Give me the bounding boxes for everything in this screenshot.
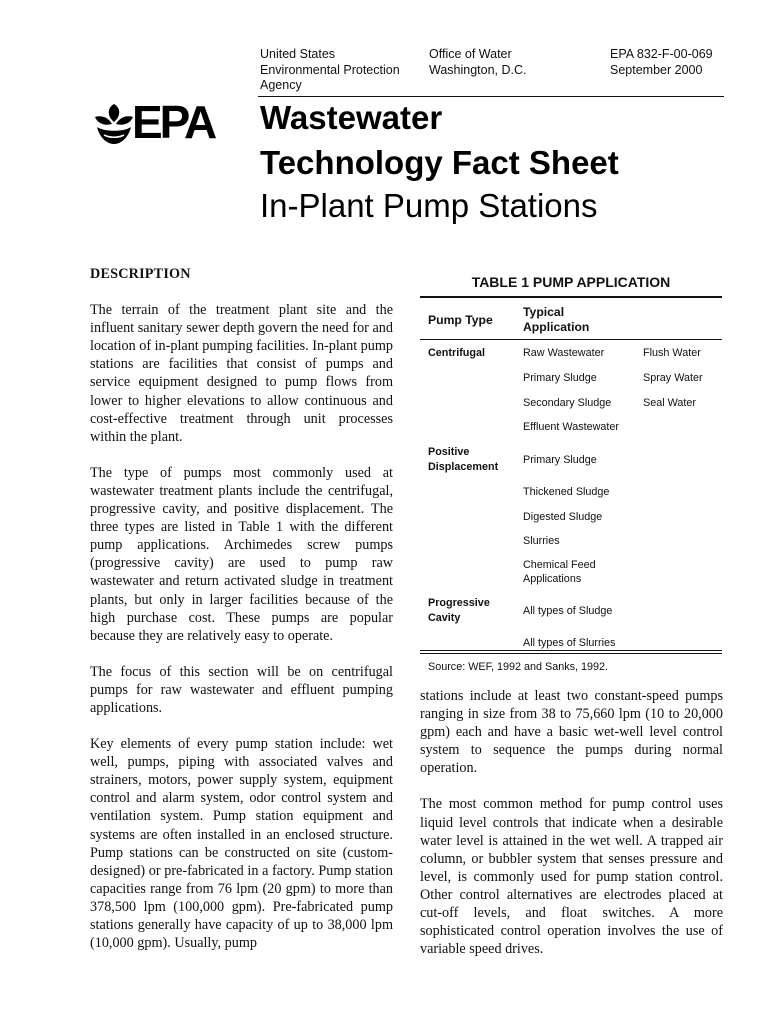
description-section (90, 265, 393, 970)
table-cell-app: Primary Sludge (523, 372, 597, 384)
table-cell-app: Chemical Feed (523, 559, 596, 571)
title-line-1: Wastewater (260, 99, 443, 136)
table-rule (420, 296, 722, 298)
table-cell-app: Spray Water (643, 372, 703, 384)
right-column-text (420, 687, 723, 976)
paragraph: Key elements of every pump station include: wet well, pumps, piping with associated valves and strainers, motors, power supply system, equipment control and alarm system, odor control system and ventilation system. Pump station equipment and systems are often installed in an enclosed structure. Pump stations can be constructed on site (custom-designed) or pre-fabricated in a factory. Pump station capacities range from 76 lpm (20 gpm) to more than 378,500 lpm (100,000 gpm). Pre-fabricated pump stations generally have capacity of up to 38,000 lpm (10,000 gpm). Usually, pump (90, 736, 393, 952)
table-header-application: Application (523, 320, 590, 334)
table-cell-app: Applications (523, 573, 582, 585)
header-office (429, 47, 527, 78)
table-cell-app: Secondary Sludge (523, 397, 612, 409)
header-office-line: Office of Water (429, 47, 512, 61)
header-agency-line: United States (260, 47, 336, 61)
epa-logo (94, 96, 220, 148)
table-cell-type: Cavity (428, 612, 461, 624)
paragraph: stations include at least two constant-speed pumps ranging in size from 38 to 75,660 lpm (10 to 20,000 gpm) each and have a basic wet-well level control system to sequence the pumps during normal operation. (420, 688, 723, 777)
header-rule (258, 96, 724, 97)
epa-flower-icon (94, 102, 134, 146)
table-cell-app: Thickened Sludge (523, 486, 610, 498)
table-source: Source: WEF, 1992 and Sanks, 1992. (428, 661, 609, 673)
epa-logo-text: EPA (132, 96, 215, 148)
paragraph: The terrain of the treatment plant site and the influent sanitary sewer depth govern the need for and location of in-plant pumping facilities. In-plant pump stations are facilities that consist of pumps and service equipment designed to pump flows from lower to higher elevations to allow continuous and cost-effective treatment through unit processes within the plant. (90, 302, 393, 445)
header-doc-line: September 2000 (610, 62, 703, 77)
table-cell-app: Slurries (523, 535, 560, 547)
table-rule (420, 653, 722, 654)
table-rule (420, 339, 722, 340)
table-cell-app: Digested Sludge (523, 511, 603, 523)
table-header-typical: Typical (523, 305, 565, 319)
paragraph: The most common method for pump control uses liquid level controls that indicate when a desirable water level is attained in the wet well. A trapped air column, or bubbler system that senses pressure and level, is commonly used for pump station control. Other control alternatives are electrodes placed at cut-off levels, and float switches. A more sophisticated control operation involves the use of variable speed drives. (420, 796, 723, 958)
table-rule (420, 650, 722, 651)
paragraph: The type of pumps most commonly used at wastewater treatment plants include the centrifugal, progressive cavity, and positive displacement. The three types are listed in Table 1 with the different pump applications. Archimedes screw pumps (progressive cavity) are used to pump raw wastewater and return activated sludge in treatment plants, but only in larger facilities because of the high purchase cost. These pumps are popular because they are relatively easy to operate. (90, 464, 393, 644)
section-heading: DESCRIPTION (90, 266, 191, 282)
table-cell-app: Seal Water (643, 397, 697, 409)
table-cell-type: Displacement (428, 461, 499, 473)
header-agency-line: Agency (260, 78, 302, 92)
header-agency (260, 47, 400, 94)
table-cell-type: Centrifugal (428, 347, 485, 359)
header-agency-line: Environmental Protection (260, 62, 400, 77)
table-header-pump-type: Pump Type (428, 313, 493, 327)
table-caption: TABLE 1 PUMP APPLICATION (471, 274, 671, 290)
table-cell-app: Primary Sludge (523, 454, 597, 466)
table-cell-app: Raw Wastewater (523, 347, 605, 359)
paragraph: The focus of this section will be on centrifugal pumps for raw wastewater and effluent pumping applications. (90, 663, 393, 716)
header-doc-number (610, 47, 713, 78)
table-cell-app: All types of Slurries (523, 637, 616, 649)
table-cell-app: Flush Water (643, 347, 701, 359)
header-doc-line: EPA 832-F-00-069 (610, 47, 713, 61)
header-office-line: Washington, D.C. (429, 62, 527, 77)
table-cell-type: Positive (428, 446, 470, 458)
table-cell-app: Effluent Wastewater (523, 421, 620, 433)
title-line-3: In-Plant Pump Stations (260, 187, 598, 224)
table-cell-type: Progressive (428, 597, 490, 609)
title-line-2: Technology Fact Sheet (260, 144, 619, 181)
table-cell-app: All types of Sludge (523, 605, 613, 617)
